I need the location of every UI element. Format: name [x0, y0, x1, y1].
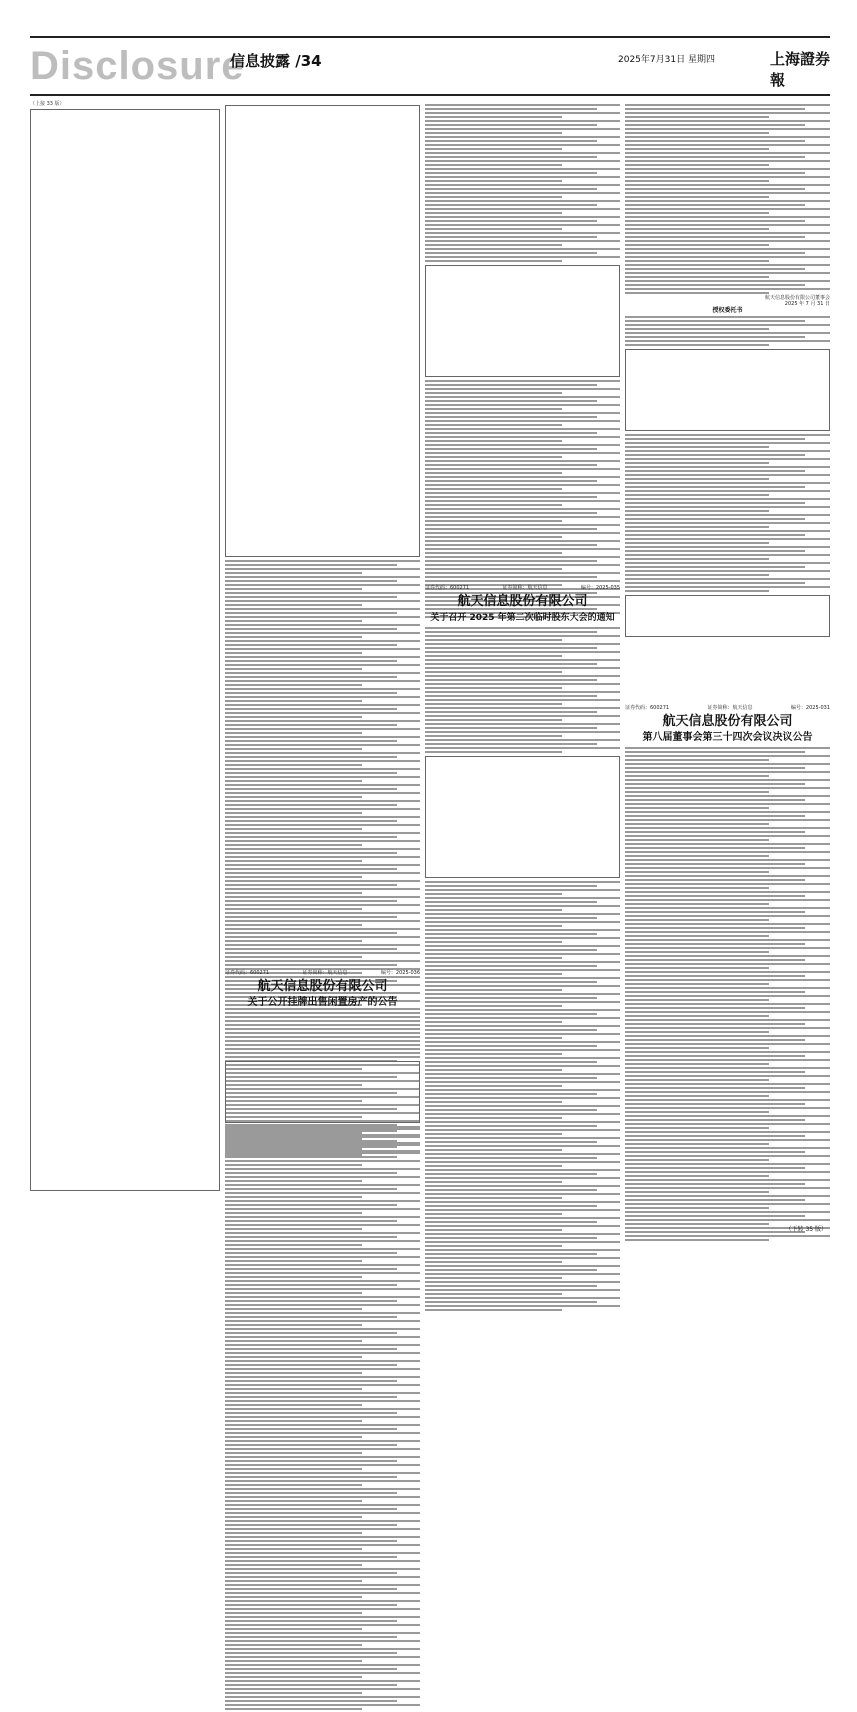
column-3	[425, 102, 620, 620]
proposal-table	[425, 756, 620, 878]
column-4	[625, 102, 830, 640]
issue-date: 2025年7月31日 星期四	[618, 55, 715, 65]
notice-title: 第八届董事会第三十四次会议决议公告	[642, 732, 813, 743]
column-2	[225, 102, 420, 1712]
property-notice	[225, 965, 420, 1158]
notice-title: 关于召开 2025 年第二次临时股东大会的通知	[430, 613, 615, 623]
resume-table-continued	[225, 105, 420, 557]
header-rule	[30, 94, 830, 96]
newspaper-name: 上海證券報	[770, 50, 831, 89]
stock-code: 证券代码：600271	[425, 585, 470, 591]
brand-logo: Disclosure	[30, 44, 245, 88]
stock-name: 证券简称：航天信息	[302, 970, 348, 976]
company-name: 航天信息股份有限公司	[457, 594, 588, 609]
stock-code: 证券代码：600271	[625, 705, 670, 711]
column-1	[30, 102, 220, 1194]
stock-name: 证券简称：航天信息	[502, 585, 548, 591]
page-header	[30, 38, 830, 92]
section-title: 信息披露 /34	[230, 52, 322, 70]
proxy-table	[625, 349, 830, 431]
property-table	[225, 1061, 420, 1123]
board-signature-date: 2025 年 7 月 31 日	[784, 301, 830, 307]
company-name: 航天信息股份有限公司	[662, 714, 793, 729]
rate-table	[625, 595, 830, 637]
resume-table	[30, 109, 220, 1191]
notice-number: 编号：2025-031	[790, 705, 830, 711]
continued-to: （下转 35 版）	[785, 1226, 827, 1233]
stock-name: 证券简称：航天信息	[707, 705, 753, 711]
board-signature: 航天信息股份有限公司董事会	[764, 295, 830, 301]
notice-title: 关于公开挂牌出售闲置房产的公告	[247, 997, 398, 1008]
company-name: 航天信息股份有限公司	[257, 979, 388, 994]
board-notice	[625, 700, 830, 1243]
meeting-notice	[425, 580, 620, 1313]
stock-code: 证券代码：600271	[225, 970, 270, 976]
notice-number: 编号：2025-035	[580, 585, 620, 591]
notice-number: 编号：2025-036	[380, 970, 420, 976]
proxy-form-title: 授权委托书	[712, 307, 743, 314]
continued-from: （上接 33 版）	[30, 101, 65, 107]
asset-table	[425, 265, 620, 377]
